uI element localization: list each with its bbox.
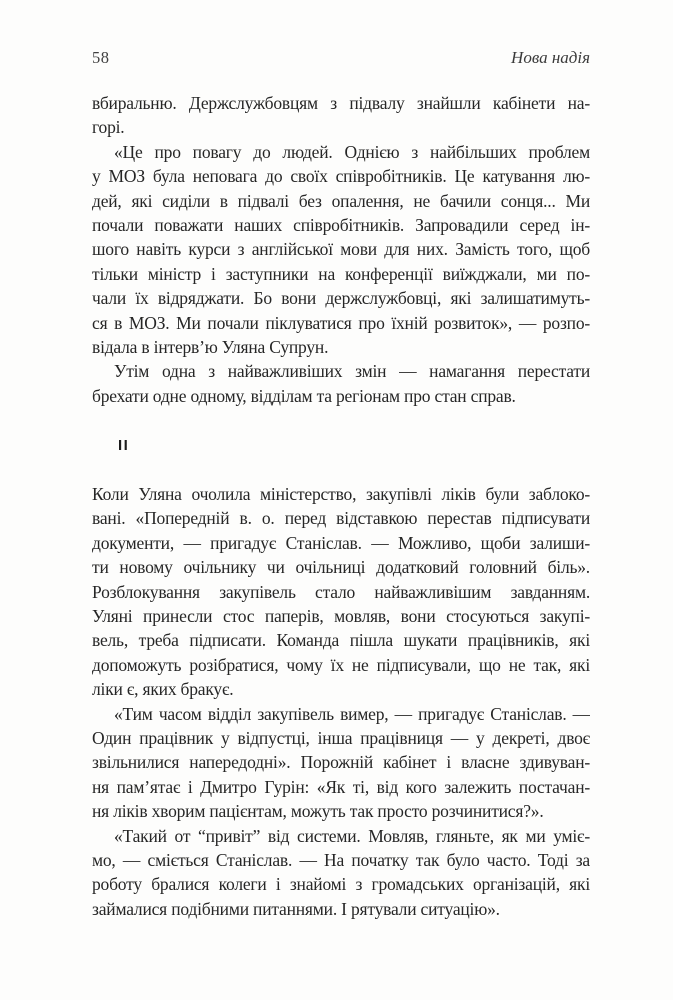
text-line: горі. [92, 117, 125, 138]
text-line: відала в інтерв’ю Уляна Супрун. [92, 336, 329, 357]
text-line: Коли Уляна очолила міністерство, закупівлі ліків були заблоко- [92, 484, 590, 505]
text-line: «Такий от “привіт” від системи. Мовляв, гляньте, як ми уміє- [114, 825, 590, 846]
text-line: ся в МОЗ. Ми почали піклуватися про їхній розвиток», — розпо- [92, 312, 590, 333]
text-line: ти новому очільнику чи очільниці додатковий головний біль». [92, 557, 590, 578]
text-line: тільки міністр і заступники на конференції виїжджали, ми по- [92, 263, 590, 284]
text-line: «Це про повагу до людей. Однією з найбільших проблем [114, 141, 590, 162]
text-line: «Тим часом відділ закупівель вимер, — пригадує Станіслав. — [114, 703, 590, 724]
text-line: Уляні принесли стос паперів, мовляв, вони стосуються закупі- [92, 606, 590, 627]
text-line: чали їх відряджати. Бо вони держслужбовці, які залишатимуть- [92, 288, 590, 309]
text-line: вбиральню. Держслужбовцям з підвалу знайшли кабінети на- [92, 93, 590, 113]
paragraph [92, 482, 590, 702]
section-marker: II [118, 437, 130, 455]
paragraph [92, 91, 590, 140]
text-line: допоможуть розібратися, чому їх не підписували, що не так, які [92, 654, 590, 675]
text-line: Один працівник у відпустці, інша працівниця — у декреті, двоє [92, 727, 590, 748]
paragraph [92, 359, 590, 408]
text-line: Утім одна з найважливіших змін — намагання перестати [114, 361, 590, 382]
text-line: вель, треба підписати. Команда пішла шукати працівників, які [92, 630, 590, 651]
body-text [92, 91, 590, 921]
text-line: шого навіть курси з англійської мови для них. Замість того, щоб [92, 239, 590, 260]
text-line: роботу бралися колеги і знайомі з громадських організацій, які [92, 874, 590, 895]
text-line: займалися подібними питаннями. І рятували ситуацію». [92, 898, 500, 919]
text-line: мо, — сміється Станіслав. — На початку так було часто. Тоді за [92, 849, 590, 870]
text-line: почали поважати наших співробітників. Запровадили серед ін- [92, 214, 590, 235]
running-title: Нова надія [511, 48, 590, 67]
text-line: документи, — пригадує Станіслав. — Можливо, щоби залиши- [92, 532, 590, 553]
text-line: ня ліків хворим пацієнтам, можуть так просто розчинитися?». [92, 801, 544, 822]
paragraph [92, 140, 590, 360]
text-line: Розблокування закупівель стало найважливішим завданням. [92, 581, 590, 602]
text-line: звільнилися напередодні». Порожній кабінет і власне здивуван- [92, 752, 590, 773]
page-number: 58 [92, 48, 110, 67]
paragraph [92, 702, 590, 922]
text-line: у МОЗ була неповага до своїх співробітників. Це катування лю- [92, 166, 590, 187]
text-line: ня пам’ятає і Дмитро Гурін: «Як ті, від кого залежить постачан- [92, 776, 590, 797]
running-header [92, 48, 590, 68]
text-line: брехати одне одному, відділам та регіонам про стан справ. [92, 385, 516, 406]
text-line: вані. «Попередній в. о. перед відставкою перестав підписувати [92, 508, 590, 529]
text-line: ліки є, яких бракує. [92, 679, 234, 700]
text-line: дей, які сиділи в підвалі без опалення, не бачили сонця... Ми [92, 190, 590, 211]
